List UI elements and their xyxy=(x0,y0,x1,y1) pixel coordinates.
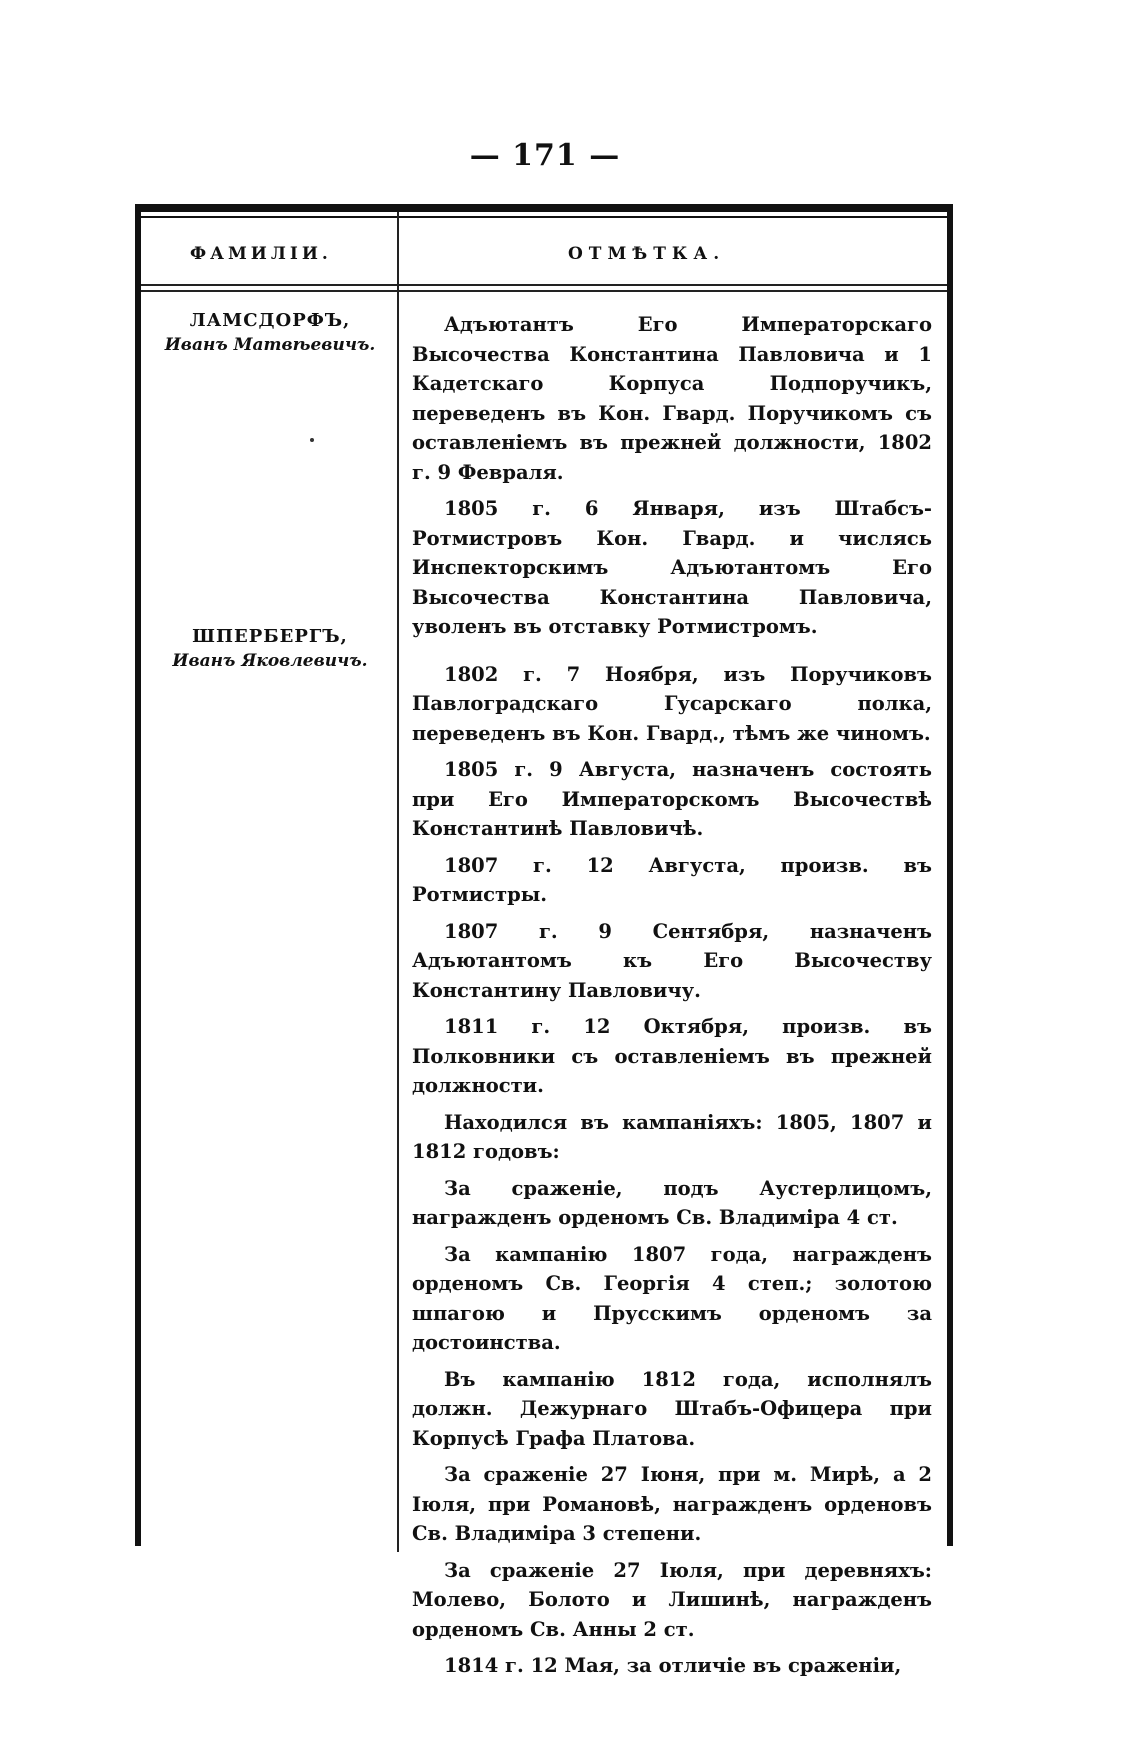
entry-name-1 xyxy=(150,310,390,355)
note-paragraph: Въ кампанію 1812 года, исполнялъ должн. Дежурнаго Штабъ-Офицера при Корпусѣ Графа Платова. xyxy=(412,1367,932,1450)
notes-column xyxy=(412,310,932,1688)
note-paragraph: За сраженіе, подъ Аустерлицомъ, награжденъ орденомъ Св. Владиміра 4 ст. xyxy=(412,1176,932,1229)
header-family: ФАМИЛІИ. xyxy=(190,244,332,264)
given-name: Иванъ Яковлевичъ. xyxy=(172,651,368,671)
note-paragraph: Адъютантъ Его Императорскаго Высочества Константина Павловича и 1 Кадетскаго Корпуса Подпоручикъ, переведенъ въ Кон. Гвард. Поручикомъ съ оставленіемъ въ прежней должности, 1802 г. 9 Февраля. xyxy=(412,313,932,484)
header-note: ОТМѢТКА. xyxy=(568,244,726,264)
surname: ЛАМСДОРФЪ, xyxy=(189,310,351,331)
entry-name-2 xyxy=(150,626,390,671)
note-paragraph: 1814 г. 12 Мая, за отличіе въ сраженіи, xyxy=(444,1654,902,1677)
note-paragraph: 1802 г. 7 Ноября, изъ Поручиковъ Павлоградскаго Гусарскаго полка, переведенъ въ Кон. Гвард., тѣмъ же чиномъ. xyxy=(412,662,932,745)
stray-dot xyxy=(310,438,314,442)
note-paragraph: За сраженіе 27 Іюня, при м. Мирѣ, а 2 Іюля, при Романовѣ, награжденъ орденовъ Св. Владиміра 3 степени. xyxy=(412,1463,932,1545)
header-rule xyxy=(141,284,947,286)
note-paragraph: Находился въ кампаніяхъ: 1805, 1807 и 1812 годовъ: xyxy=(412,1110,932,1163)
column-divider xyxy=(397,212,399,1552)
page-number: — 171 — xyxy=(469,138,621,173)
surname: ШПЕРБЕРГЪ, xyxy=(192,626,348,647)
note-paragraph: 1807 г. 12 Августа, произв. въ Ротмистры. xyxy=(412,853,932,906)
note-paragraph: 1811 г. 12 Октября, произв. въ Полковники съ оставленіемъ въ прежней должности. xyxy=(412,1015,932,1097)
note-paragraph: 1805 г. 6 Января, изъ Штабсъ-Ротмистровъ Кон. Гвард. и числясь Инспекторскимъ Адъютантомъ Его Высочества Константина Павловича, уволенъ въ отставку Ротмистромъ. xyxy=(412,497,932,638)
note-paragraph: За сраженіе 27 Іюля, при деревняхъ: Молево, Болото и Лишинѣ, награжденъ орденомъ Св. Анны 2 ст. xyxy=(412,1558,932,1641)
header-rule-second xyxy=(141,290,947,292)
given-name: Иванъ Матвѣевичъ. xyxy=(164,335,376,355)
note-paragraph: За кампанію 1807 года, награжденъ орденомъ Св. Георгія 4 степ.; золотою шпагою и Прусскимъ орденомъ за достоинства. xyxy=(412,1242,932,1354)
note-paragraph: 1807 г. 9 Сентября, назначенъ Адъютантомъ къ Его Высочеству Константину Павловичу. xyxy=(412,919,932,1002)
note-paragraph: 1805 г. 9 Августа, назначенъ состоять при Его Императорскомъ Высочествѣ Константинѣ Павловичѣ. xyxy=(412,758,932,840)
